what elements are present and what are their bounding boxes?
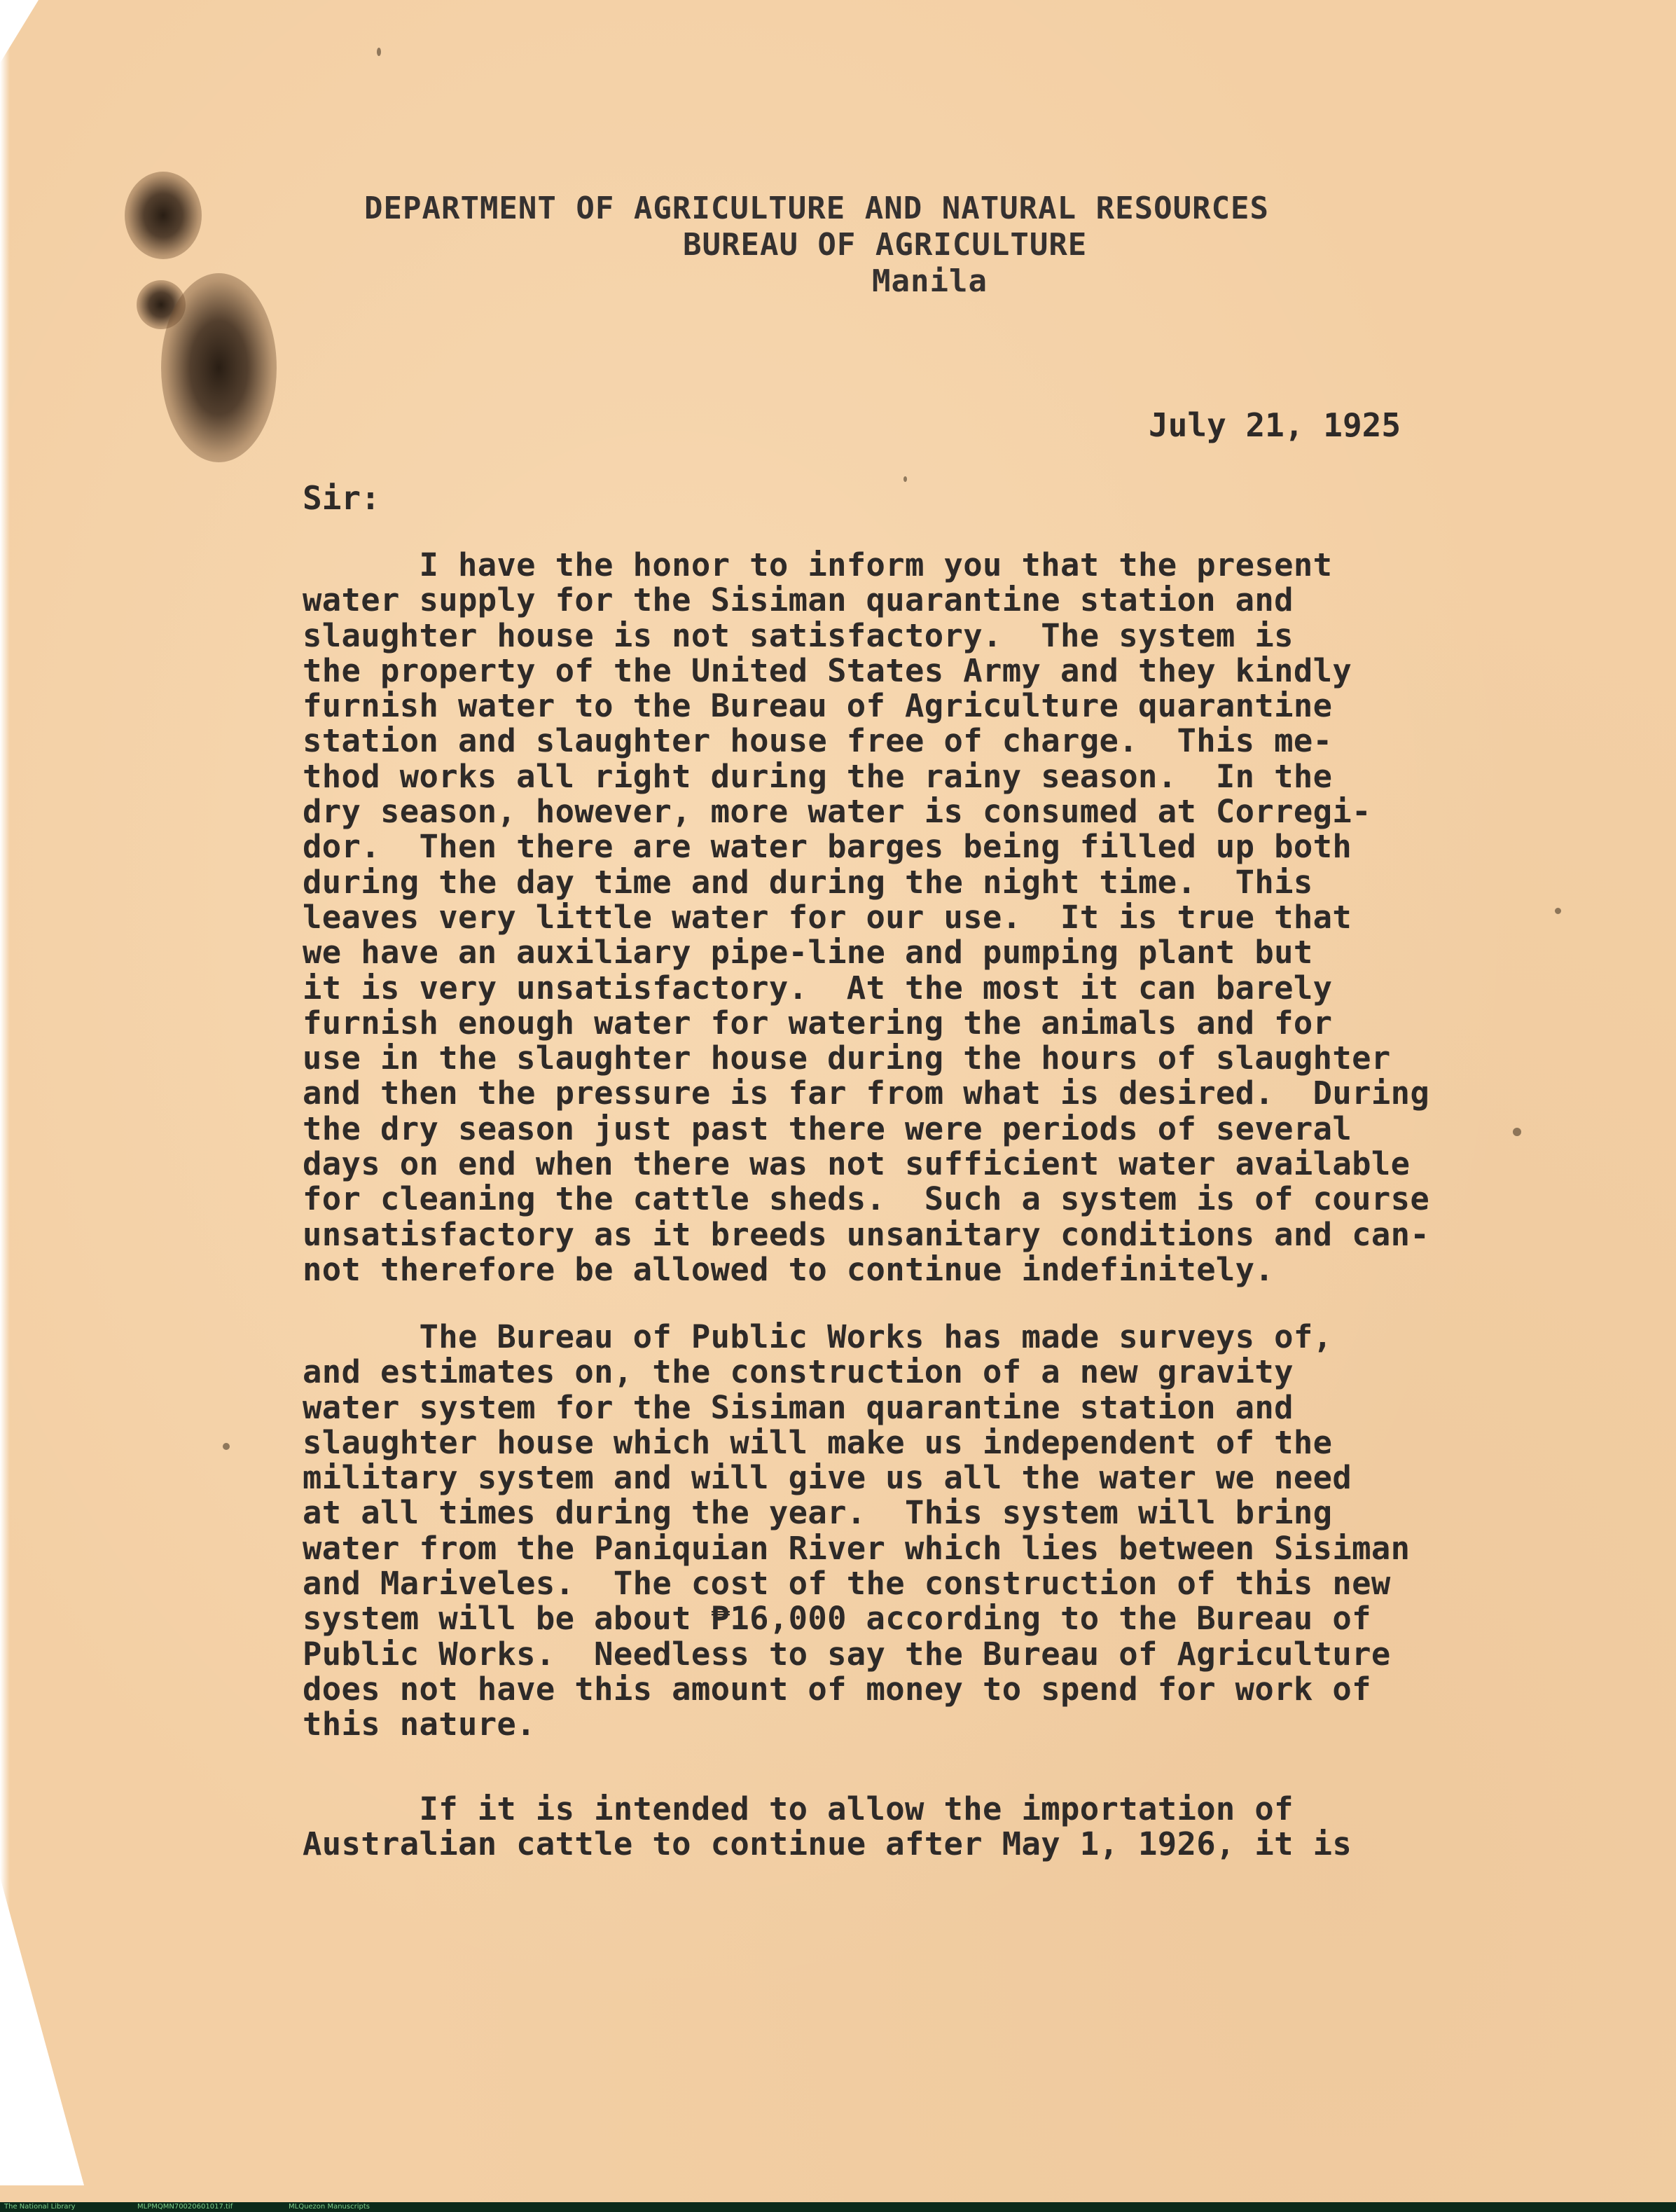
scan-footer-bar [0,2202,1676,2212]
paper-speck [903,476,907,482]
text-line: leaves very little water for our use. It is true that [303,898,1352,936]
text-line: at all times during the year. This system will bring [303,1494,1333,1532]
text-line: and estimates on, the construction of a new gravity [303,1353,1294,1391]
footer-filename: MLPMQMN70020601017.tif [137,2203,233,2211]
paper-speck [1513,1128,1521,1136]
salutation: Sir: [303,479,380,517]
text-line: it is very unsatisfactory. At the most it can barely [303,969,1333,1007]
paper-speck [1555,908,1561,914]
text-line: military system and will give us all the water we need [303,1459,1352,1497]
text-line: and then the pressure is far from what is desired. During [303,1074,1430,1112]
text-line: we have an auxiliary pipe-line and pumping plant but [303,934,1313,972]
text-line: unsatisfactory as it breeds unsanitary conditions and can- [303,1215,1430,1253]
text-line: I have the honor to inform you that the present [303,546,1333,583]
text-line: and Mariveles. The cost of the construction of this new [303,1565,1391,1603]
text-line: Public Works. Needless to say the Bureau of Agriculture [303,1635,1391,1673]
paragraph-2 [303,1320,1410,1743]
text-line: water system for the Sisiman quarantine station and [303,1388,1294,1426]
paper-speck [223,1443,230,1450]
paper-edge [0,0,10,2185]
text-line: If it is intended to allow the importation of [303,1790,1294,1827]
text-line: does not have this amount of money to spend for work of [303,1670,1371,1708]
text-line: Australian cattle to continue after May 1, 1926, it is [303,1825,1352,1863]
text-line: during the day time and during the night time. This [303,863,1313,901]
paragraph-1 [303,548,1429,1287]
text-line: water from the Paniquian River which lies between Sisiman [303,1529,1411,1567]
text-line: furnish water to the Bureau of Agriculture quarantine [303,687,1333,725]
text-line: this nature. [303,1706,536,1743]
burn-stain [161,273,277,462]
text-line: furnish enough water for watering the animals and for [303,1004,1333,1042]
torn-corner-top-left [0,0,39,63]
letter-date: July 21, 1925 [1149,406,1401,444]
text-line: not therefore be allowed to continue indefinitely. [303,1250,1275,1288]
text-line: system will be about ₱16,000 according to the Bureau of [303,1600,1371,1638]
paper-speck [377,48,381,56]
text-line: thod works all right during the rainy season. In the [303,757,1333,795]
burn-stain [125,172,202,259]
text-line: the dry season just past there were periods of several [303,1110,1352,1147]
text-line: for cleaning the cattle sheds. Such a system is of course [303,1180,1430,1218]
text-line: dry season, however, more water is consumed at Corregi- [303,793,1371,831]
paragraph-3 [303,1792,1352,1862]
torn-edge-bottom-left [0,1877,84,2185]
text-line: water supply for the Sisiman quarantine station and [303,581,1294,619]
letterhead-city: Manila [872,263,988,299]
text-line: The Bureau of Public Works has made surveys of, [303,1318,1333,1355]
letterhead-department: DEPARTMENT OF AGRICULTURE AND NATURAL RESOURCES [364,191,1270,226]
footer-collection: MLQuezon Manuscripts [289,2203,370,2211]
footer-library: The National Library [4,2203,76,2211]
text-line: dor. Then there are water barges being filled up both [303,828,1352,866]
text-line: days on end when there was not sufficient water available [303,1145,1411,1183]
text-line: use in the slaughter house during the hours of slaughter [303,1039,1391,1077]
text-line: slaughter house is not satisfactory. The system is [303,616,1294,654]
text-line: the property of the United States Army and they kindly [303,651,1352,689]
text-line: station and slaughter house free of charge. This me- [303,722,1333,760]
letterhead-bureau: BUREAU OF AGRICULTURE [683,227,1088,263]
text-line: slaughter house which will make us independent of the [303,1423,1333,1461]
